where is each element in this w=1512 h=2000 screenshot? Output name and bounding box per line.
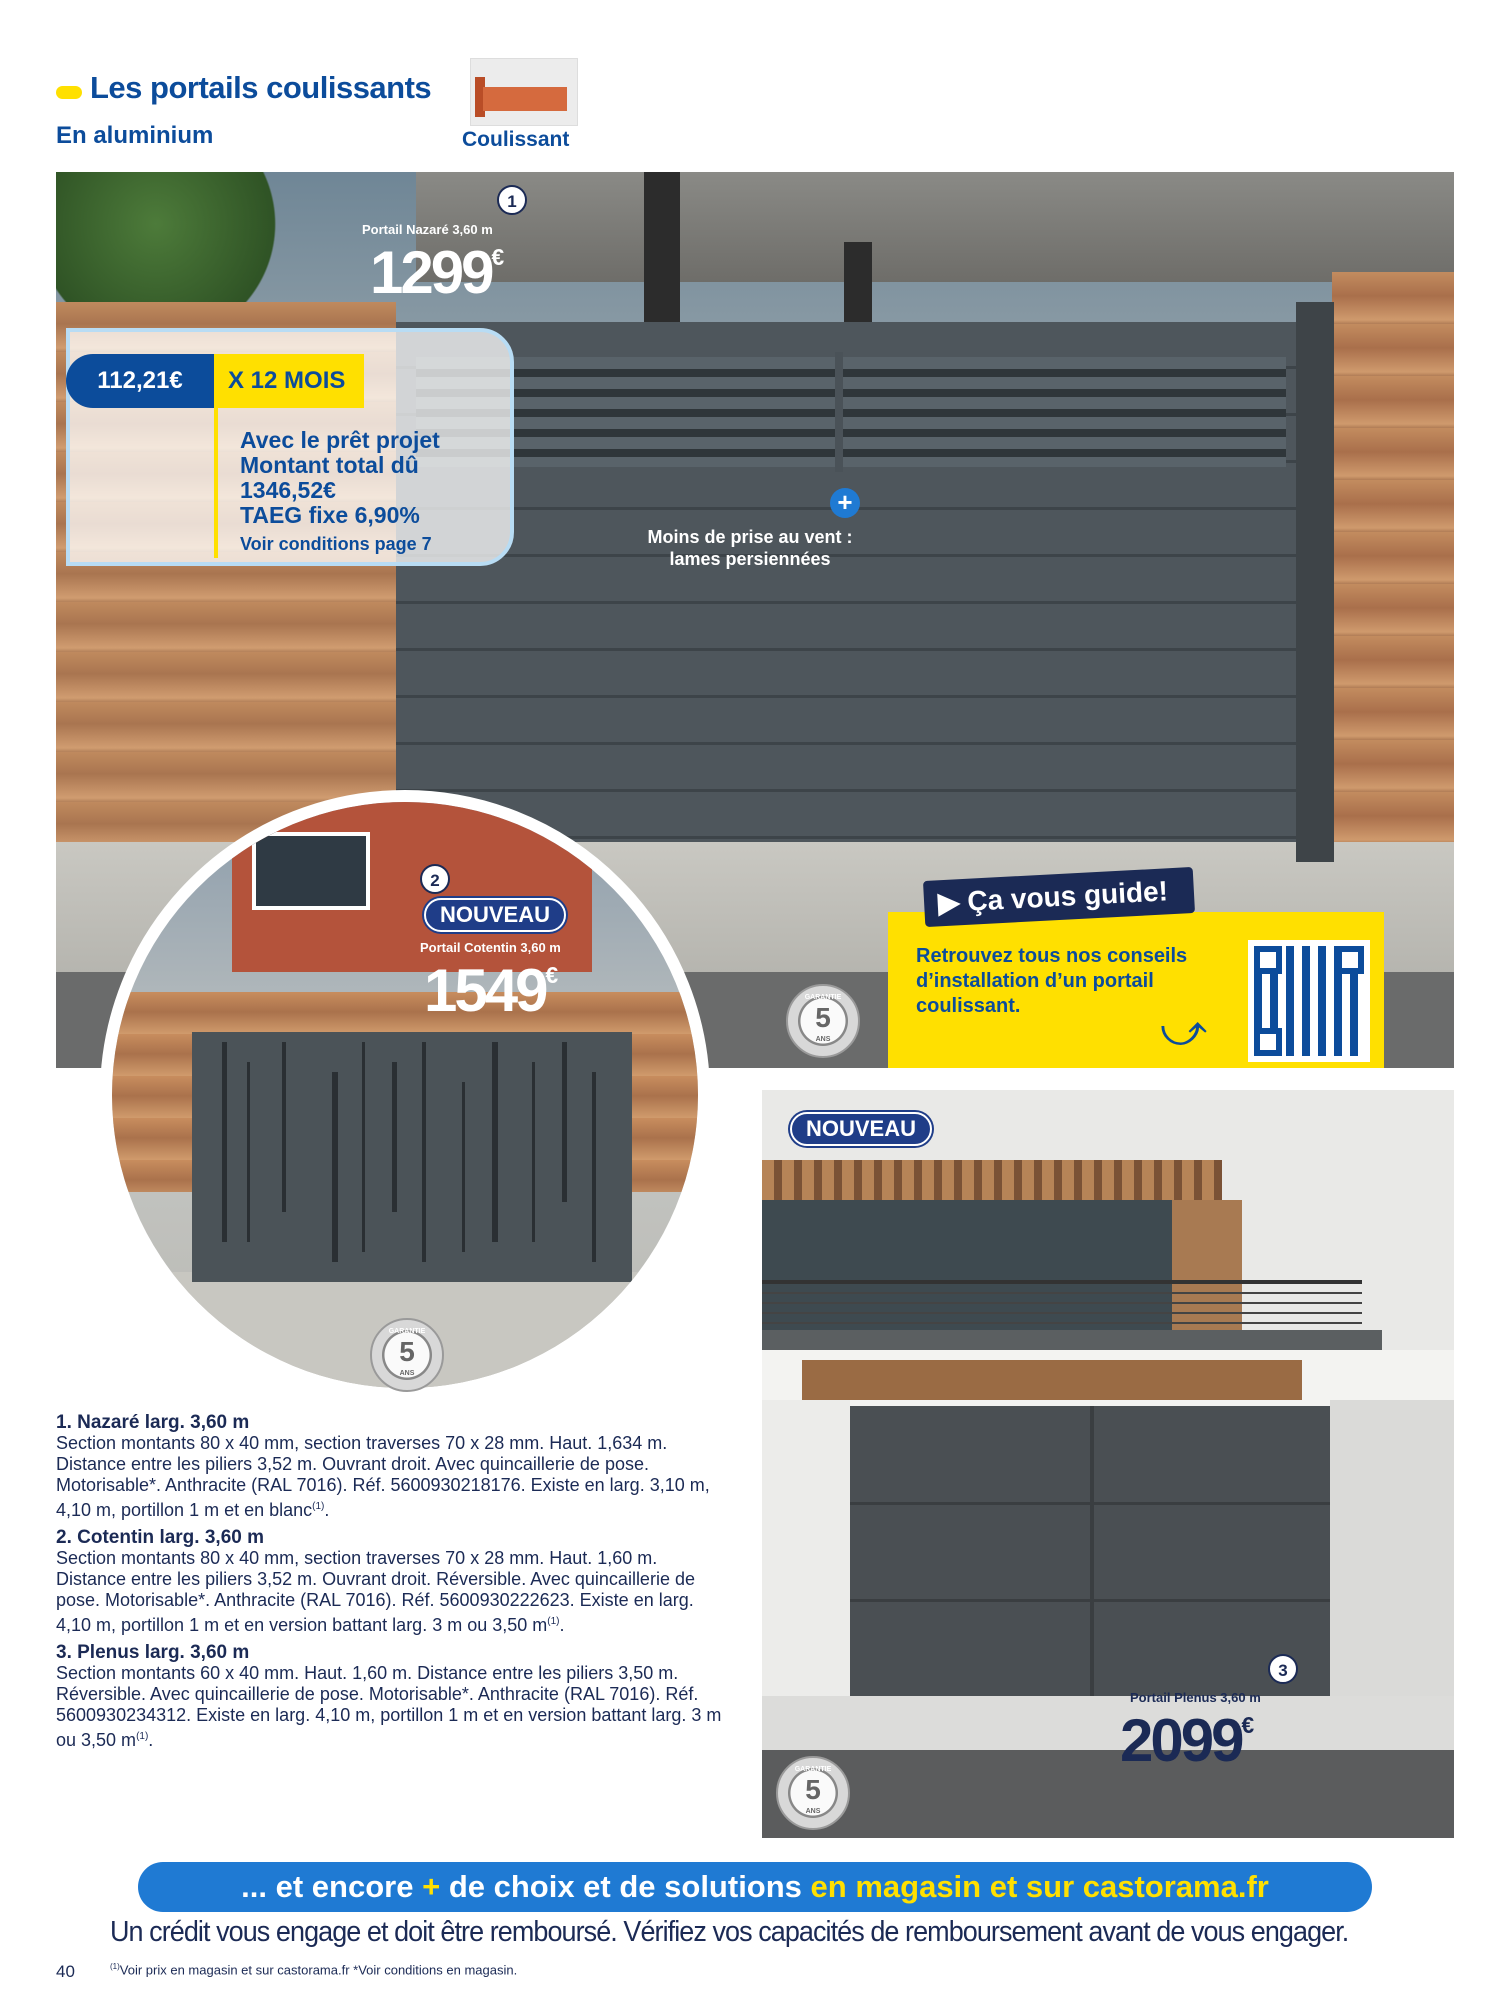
product-1-number: 1 xyxy=(497,185,527,215)
product-2-price: 1549€ xyxy=(424,957,559,1024)
spec-end: . xyxy=(324,1500,330,1520)
credit-monthly-amount: 112,21€ xyxy=(66,354,214,408)
guarantee-5-years-badge xyxy=(370,1318,444,1392)
qr-finder xyxy=(1254,1028,1282,1056)
credit-details xyxy=(240,428,440,528)
gate-post xyxy=(1296,302,1334,862)
balcony-slab xyxy=(762,1330,1382,1350)
spec-end: . xyxy=(148,1730,154,1750)
badge-top-text: GARANTIE xyxy=(388,1328,426,1335)
badge-years: 5 xyxy=(815,1002,831,1033)
qr-code-icon[interactable] xyxy=(1248,940,1370,1062)
product-1-price: 1299€ xyxy=(370,239,505,306)
new-badge: NOUVEAU xyxy=(424,898,566,932)
spec-item xyxy=(56,1642,726,1751)
product-2-label: Portail Cotentin 3,60 m xyxy=(420,940,561,955)
sliding-gate-icon xyxy=(483,87,567,111)
product-2-number: 2 xyxy=(420,864,450,894)
plenus-gate xyxy=(850,1406,1330,1696)
curved-arrow-icon: ⤻ xyxy=(1160,1006,1208,1055)
carport-roof xyxy=(416,172,1454,282)
product-3-label: Portail Plenus 3,60 m xyxy=(1130,1690,1261,1705)
plenus-gate-photo xyxy=(762,1090,1454,1838)
guide-text: Retrouvez tous nos conseils d’installation d’un portail coulissant. xyxy=(916,945,1188,1017)
footnote-ref: (1) xyxy=(312,1501,325,1512)
spec-end: . xyxy=(559,1615,565,1635)
product-1-label: Portail Nazaré 3,60 m xyxy=(362,222,493,237)
tree-foliage xyxy=(56,172,306,302)
plus-icon: + xyxy=(830,488,860,518)
spec-body: Section montants 80 x 40 mm, section traverses 70 x 28 mm. Haut. 1,634 m. Distance entre les piliers 3,52 m. Ouvrant droit. Avec quincaillerie de pose. Motorisable*. Anthracite (RAL 7016). Réf. 5600930218176. Existe en larg. 3,10 m, 4,10 m, portillon 1 m et en blanc xyxy=(56,1433,710,1520)
credit-line-3: 1346,52€ xyxy=(240,477,336,503)
page-subtitle: En aluminium xyxy=(56,122,214,149)
road xyxy=(762,1750,1454,1838)
footnote-text: Voir prix en magasin et sur castorama.fr *Voir conditions en magasin. xyxy=(119,1962,518,1978)
wood-band xyxy=(802,1360,1302,1400)
guarantee-5-years-badge xyxy=(786,984,860,1058)
house-window xyxy=(252,832,370,910)
guarantee-5-years-badge xyxy=(776,1756,850,1830)
sliding-gate-thumbnail xyxy=(470,58,578,126)
banner-text: de choix et de solutions xyxy=(448,1869,802,1904)
footnote-mark: (1) xyxy=(110,1962,120,1971)
downpipe xyxy=(644,172,680,342)
gate-slot-pattern xyxy=(192,1032,632,1282)
credit-duration: X 12 MOIS xyxy=(214,354,364,408)
feature-line-1: Moins de prise au vent : xyxy=(647,527,853,547)
spec-body: Section montants 60 x 40 mm. Haut. 1,60 m. Distance entre les piliers 3,50 m. Réversible. Avec quincaillerie de pose. Motorisable*. Anthracite (RAL 7016). Réf. 5600930234312. Existe en larg. 4,10 m, portillon 1 m et en version battant larg. 3 m ou 3,50 m xyxy=(56,1663,722,1750)
cotentin-gate xyxy=(192,1032,632,1282)
pergola xyxy=(762,1160,1222,1200)
spec-heading: 3. Plenus larg. 3,60 m xyxy=(56,1642,250,1663)
plus-icon: + xyxy=(422,1869,441,1904)
spec-item xyxy=(56,1527,726,1636)
badge-top-text: GARANTIE xyxy=(794,1766,832,1773)
footnote xyxy=(110,1962,517,1977)
product-3-price: 2099€ xyxy=(1120,1707,1255,1774)
banner-text: ... et encore xyxy=(241,1869,414,1904)
spec-item xyxy=(56,1412,726,1521)
guide-tag-text: Ça vous guide! xyxy=(966,875,1169,917)
guide-tag: ▶ Ça vous guide! xyxy=(923,867,1195,927)
product-specifications xyxy=(56,1412,726,1757)
cotentin-gate-photo xyxy=(100,790,710,1400)
product-3-number: 3 xyxy=(1268,1654,1298,1684)
pavement xyxy=(762,1696,1454,1750)
spec-heading: 1. Nazaré larg. 3,60 m xyxy=(56,1412,250,1433)
balcony-railing xyxy=(762,1280,1362,1334)
qr-finder xyxy=(1254,946,1282,974)
castorama-banner[interactable] xyxy=(138,1862,1372,1912)
credit-line-1: Avec le prêt projet xyxy=(240,427,440,453)
badge-unit: ANS xyxy=(399,1370,415,1377)
credit-legal-notice: Un crédit vous engage et doit être remboursé. Vérifiez vos capacités de remboursement avant de vous engager. xyxy=(110,1916,1349,1948)
spec-body: Section montants 80 x 40 mm, section traverses 70 x 28 mm. Haut. 1,60 m. Distance entre les piliers 3,52 m. Ouvrant droit. Réversible. Avec quincaillerie de pose. Motorisable*. Anthracite (RAL 7016). Réf. 5600930222623. Existe en larg. 4,10 m, portillon 1 m et en version battant larg. 3 m ou 3,50 m xyxy=(56,1548,695,1635)
page-number: 40 xyxy=(56,1962,75,1981)
spec-heading: 2. Cotentin larg. 3,60 m xyxy=(56,1527,264,1548)
new-badge: NOUVEAU xyxy=(790,1112,932,1146)
page-title: Les portails coulissants xyxy=(90,70,432,105)
credit-line-2: Montant total dû xyxy=(240,452,419,478)
badge-unit: ANS xyxy=(805,1808,821,1815)
badge-top-text: GARANTIE xyxy=(804,994,842,1001)
gate-type-label: Coulissant xyxy=(462,128,570,151)
feature-callout xyxy=(590,526,910,570)
gate-louvers xyxy=(416,357,1286,467)
qr-finder xyxy=(1336,946,1364,974)
credit-divider xyxy=(214,408,218,558)
credit-line-4: TAEG fixe 6,90% xyxy=(240,502,420,528)
footnote-ref: (1) xyxy=(136,1731,149,1742)
badge-years: 5 xyxy=(399,1336,415,1367)
footnote-ref: (1) xyxy=(547,1616,560,1627)
feature-line-2: lames persiennées xyxy=(669,549,831,569)
louver-divider xyxy=(835,352,843,472)
title-bullet-icon xyxy=(56,86,82,99)
banner-link-text: en magasin et sur castorama.fr xyxy=(810,1869,1269,1904)
badge-years: 5 xyxy=(805,1774,821,1805)
badge-unit: ANS xyxy=(815,1036,831,1043)
credit-conditions-link: Voir conditions page 7 xyxy=(240,534,432,554)
